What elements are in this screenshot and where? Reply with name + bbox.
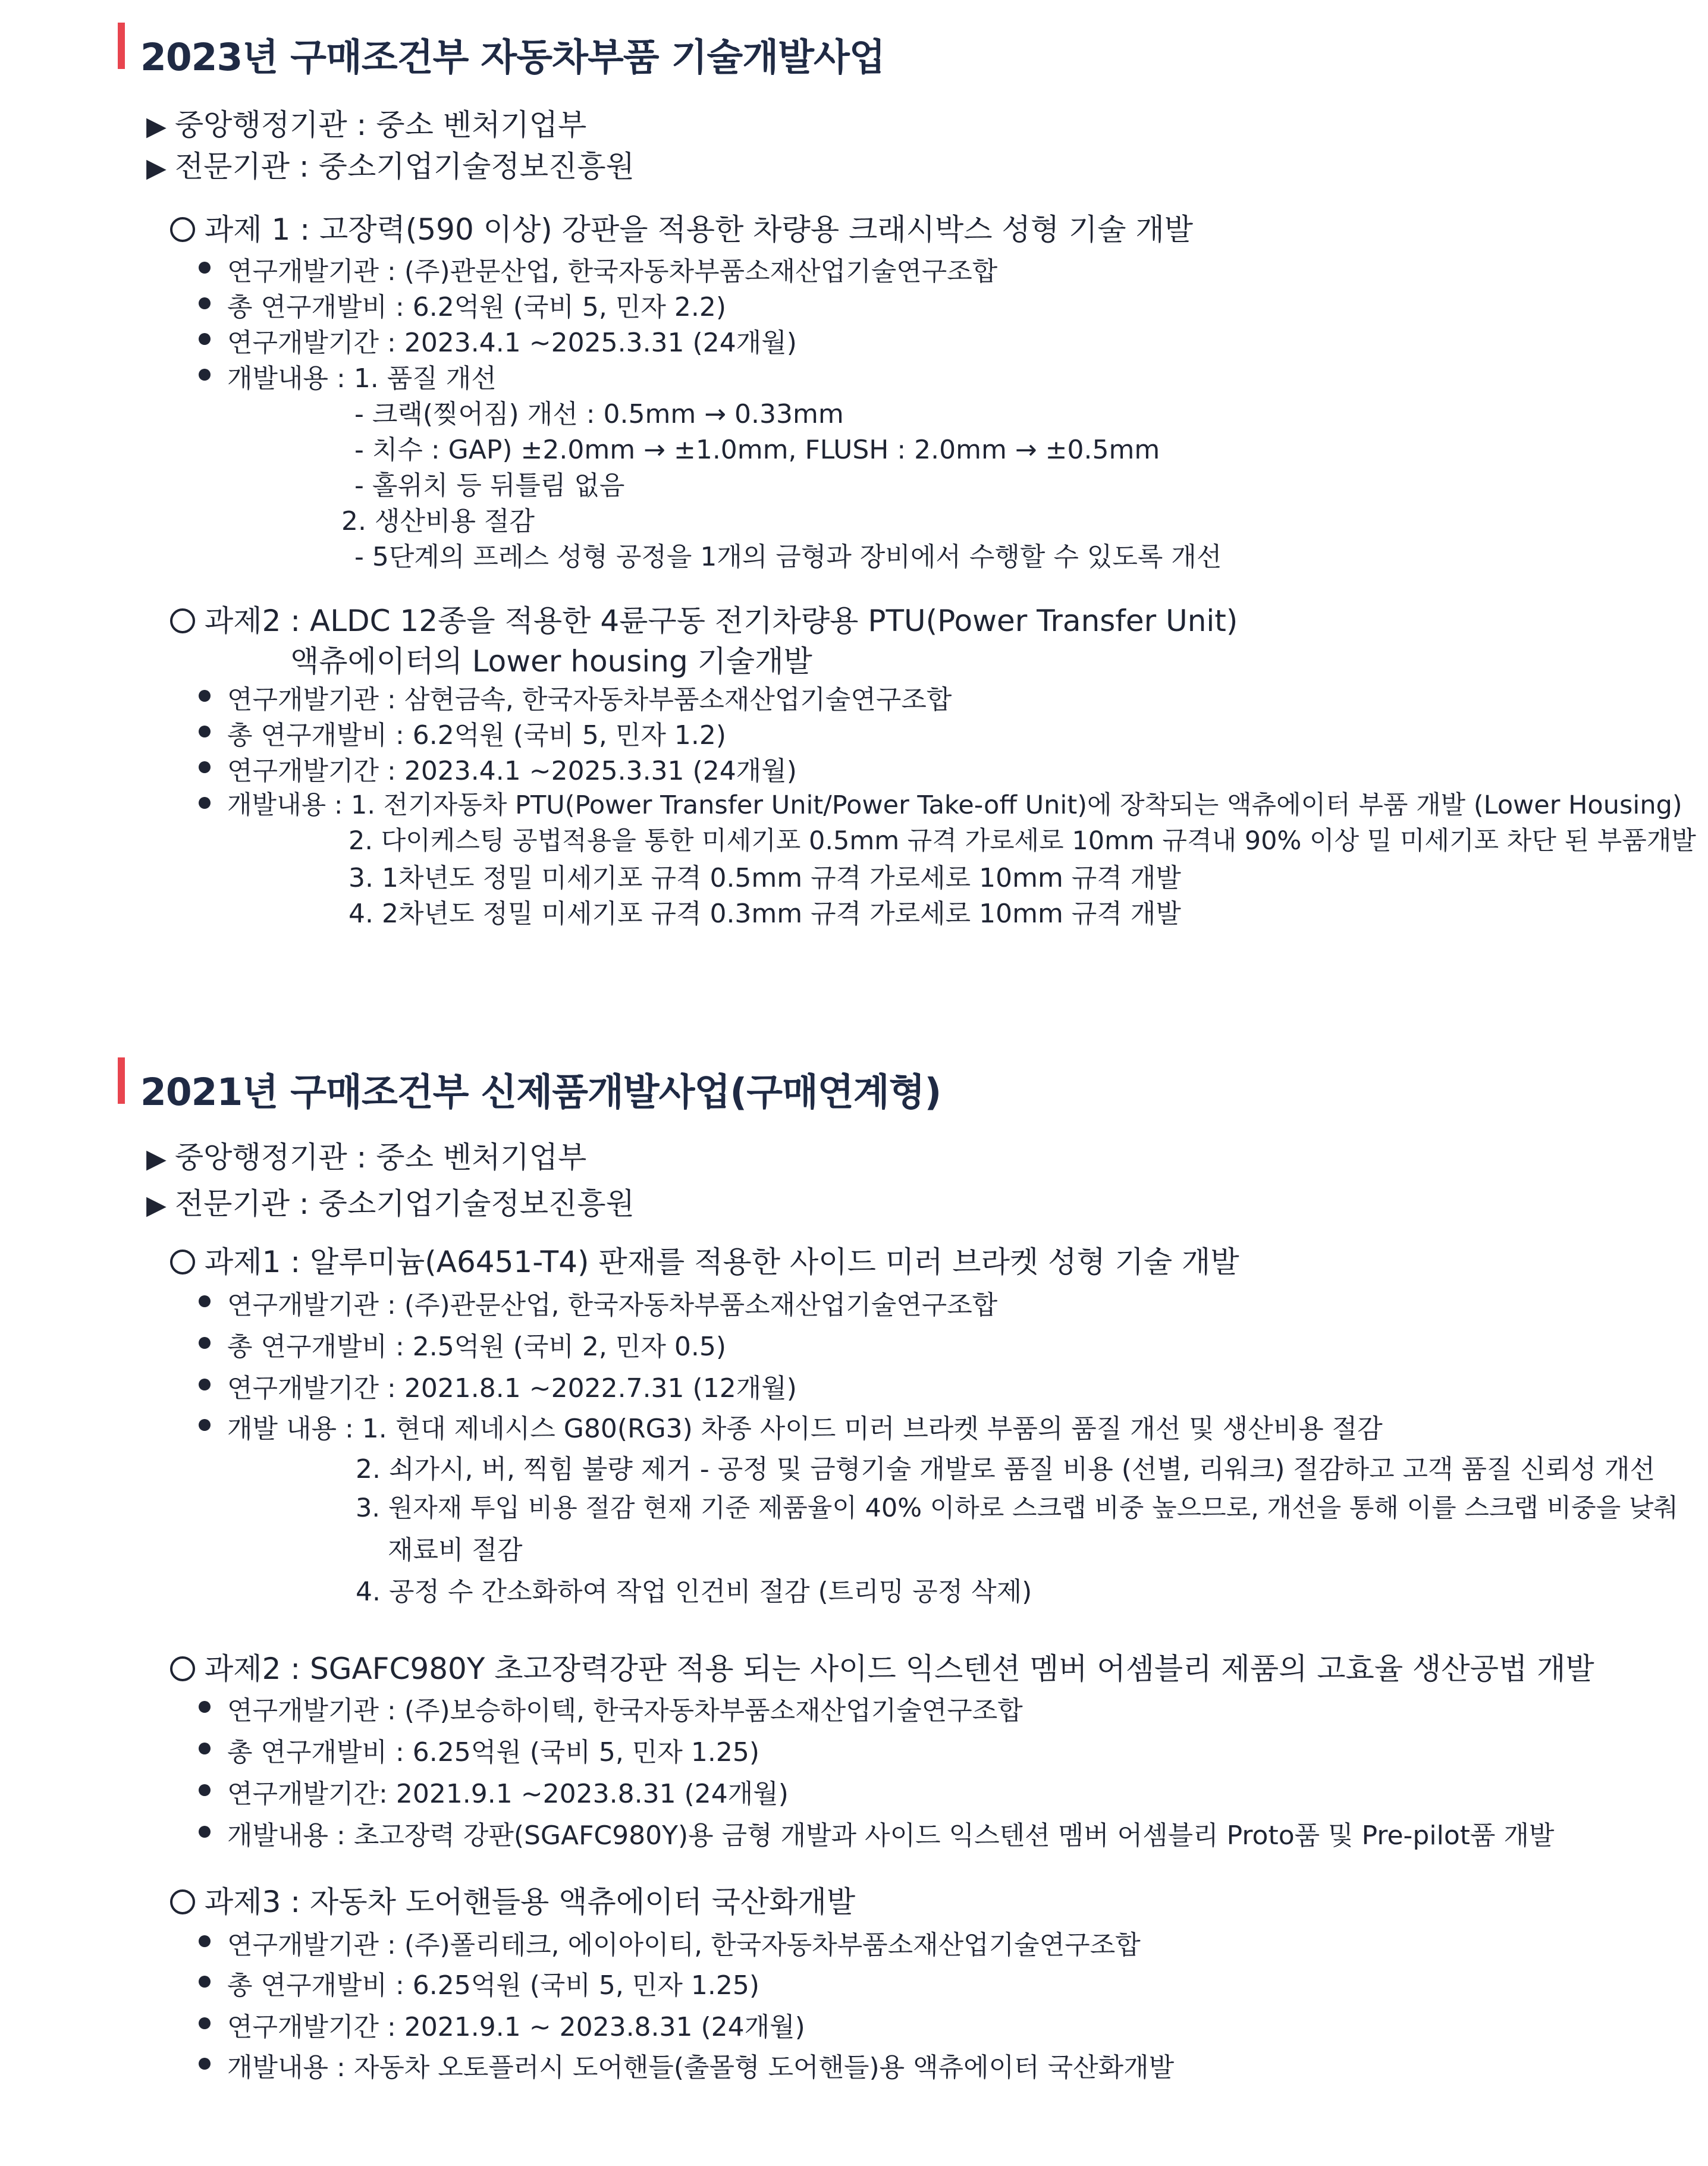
bullet-dot-icon [199, 761, 211, 773]
ministry-text: 중앙행정기관 : 중소 벤처기업부 [174, 108, 587, 142]
bullet-text: 총 연구개발비 : 6.25억원 (국비 5, 민자 1.25) [227, 1970, 760, 2001]
bullet-text: 연구개발기간: 2021.9.1 ~2023.8.31 (24개월) [227, 1779, 789, 1809]
bullet-dot-icon [199, 2017, 211, 2029]
bullet-text: 연구개발기간 : 2023.4.1 ~2025.3.31 (24개월) [227, 328, 797, 358]
bullet-text: 연구개발기관 : (주)보승하이텍, 한국자동차부품소재산업기술연구조합 [227, 1696, 1023, 1726]
bullet-dot-icon [199, 1337, 211, 1349]
bullet-text: 개발내용 : 자동차 오토플러시 도어핸들(출몰형 도어핸들)용 액츄에이터 국산화개발 [227, 2052, 1175, 2083]
section-title-bar [118, 23, 125, 69]
bullet-dot-icon [199, 369, 211, 381]
bullet-item [227, 749, 797, 787]
bullet-item [227, 2046, 1174, 2084]
detail-line: 2. 다이케스팅 공법적용을 통한 미세기포 0.5mm 규격 가로세로 10mm 규격내 90% 이상 밀 미세기포 차단 된 부품개발 [348, 826, 1696, 856]
circle-bullet-icon [170, 608, 195, 633]
bullet-text: 총 연구개발비 : 2.5억원 (국비 2, 민자 0.5) [227, 1332, 727, 1362]
ministry-line [146, 101, 586, 144]
bullet-text: 연구개발기관 : 삼현금속, 한국자동차부품소재산업기술연구조합 [227, 685, 952, 715]
section-title: 2021년 구매조건부 신제품개발사업(구매연계형) [140, 1071, 941, 1114]
bullet-dot-icon [199, 1419, 211, 1431]
bullet-text: 총 연구개발비 : 6.2억원 (국비 5, 민자 2.2) [227, 292, 727, 322]
section-title-bar [118, 1057, 125, 1104]
bullet-item [227, 250, 997, 288]
bullet-text: 연구개발기관 : (주)관문산업, 한국자동차부품소재산업기술연구조합 [227, 256, 998, 287]
detail-line: 2. 생산비용 절감 [341, 506, 535, 536]
bullet-dot-icon [199, 1935, 211, 1947]
task-title-text: 과제2 : SGAFC980Y 초고장력강판 적용 되는 사이드 익스텐션 멤버 어셈블리 제품의 고효율 생산공법 개발 [205, 1652, 1594, 1686]
triangle-right-icon: ▶ [146, 111, 167, 142]
ministry-line [146, 1134, 586, 1176]
bullet-dot-icon [199, 1826, 211, 1838]
detail-line: 4. 공정 수 간소화하여 작업 인건비 절감 (트리밍 공정 삭제) [356, 1577, 1032, 1607]
task-title-text: 과제2 : ALDC 12종을 적용한 4륜구동 전기차량용 PTU(Power Transfer Unit) [205, 604, 1238, 638]
ministry-text: 중앙행정기관 : 중소 벤처기업부 [174, 1140, 587, 1175]
task-title [170, 1878, 855, 1921]
triangle-right-icon: ▶ [146, 1144, 167, 1174]
detail-line: - 치수 : GAP) ±2.0mm → ±1.0mm, FLUSH : 2.0mm → ±0.5mm [354, 435, 1160, 465]
bullet-item [227, 2005, 805, 2043]
bullet-dot-icon [199, 262, 211, 274]
bullet-item [227, 1325, 726, 1363]
bullet-item [227, 1923, 1141, 1961]
bullet-item [227, 321, 797, 359]
bullet-text: 개발내용 : 1. 품질 개선 [227, 363, 497, 394]
circle-bullet-icon [170, 1656, 195, 1681]
circle-bullet-icon [170, 1889, 195, 1914]
bullet-dot-icon [199, 297, 211, 309]
bullet-item [227, 714, 726, 752]
task-title [170, 1645, 1594, 1688]
bullet-text: 총 연구개발비 : 6.25억원 (국비 5, 민자 1.25) [227, 1737, 760, 1768]
detail-line: 3. 원자재 투입 비용 절감 현재 기준 제품율이 40% 이하로 스크랩 비중 높으므로, 개선을 통해 이를 스크랩 비중을 낮춰 [356, 1493, 1678, 1523]
bullet-text: 연구개발기간 : 2021.8.1 ~2022.7.31 (12개월) [227, 1373, 797, 1404]
detail-line: 3. 1차년도 정밀 미세기포 규격 0.5mm 규격 가로세로 10mm 규격 개발 [348, 863, 1181, 893]
detail-line: 재료비 절감 [388, 1535, 523, 1565]
bullet-item [227, 1367, 797, 1405]
bullet-text: 개발내용 : 1. 전기자동차 PTU(Power Transfer Unit/Power Take-off Unit)에 장착되는 액츄에이터 부품 개발 (Lower Housing) [227, 790, 1682, 820]
task-title [170, 1238, 1239, 1281]
bullet-dot-icon [199, 1701, 211, 1713]
bullet-dot-icon [199, 797, 211, 809]
bullet-text: 총 연구개발비 : 6.2억원 (국비 5, 민자 1.2) [227, 720, 727, 751]
agency-line [146, 143, 635, 186]
circle-bullet-icon [170, 217, 195, 242]
task-title-text: 과제 1 : 고장력(590 이상) 강판을 적용한 차량용 크래시박스 성형 기술 개발 [205, 212, 1194, 247]
bullet-item [227, 1731, 759, 1769]
task-title [170, 206, 1193, 249]
bullet-text: 연구개발기관 : (주)폴리테크, 에이아이티, 한국자동차부품소재산업기술연구조합 [227, 1930, 1141, 1960]
bullet-item [227, 1283, 997, 1321]
bullet-text: 연구개발기간 : 2021.9.1 ~ 2023.8.31 (24개월) [227, 2012, 805, 2042]
bullet-item [227, 1814, 1554, 1852]
bullet-dot-icon [199, 333, 211, 345]
bullet-dot-icon [199, 1295, 211, 1307]
bullet-text: 연구개발기간 : 2023.4.1 ~2025.3.31 (24개월) [227, 756, 797, 786]
section-title: 2023년 구매조건부 자동차부품 기술개발사업 [140, 36, 885, 79]
bullet-item [227, 1407, 1383, 1445]
task-title-text: 과제3 : 자동차 도어핸들용 액츄에이터 국산화개발 [205, 1885, 856, 1919]
task-title-text: 과제1 : 알루미늄(A6451-T4) 판재를 적용한 사이드 미러 브라켓 성형 기술 개발 [205, 1245, 1239, 1279]
bullet-item [227, 678, 952, 716]
agency-text: 전문기관 : 중소기업기술정보진흥원 [174, 149, 635, 184]
triangle-right-icon: ▶ [146, 1190, 167, 1220]
triangle-right-icon: ▶ [146, 153, 167, 183]
bullet-item [227, 1772, 789, 1810]
bullet-dot-icon [199, 726, 211, 737]
bullet-dot-icon [199, 1379, 211, 1390]
agency-text: 전문기관 : 중소기업기술정보진흥원 [174, 1186, 635, 1221]
detail-line: - 홀위치 등 뒤틀림 없음 [354, 470, 625, 501]
detail-line: 4. 2차년도 정밀 미세기포 규격 0.3mm 규격 가로세로 10mm 규격 개발 [348, 899, 1181, 929]
bullet-dot-icon [199, 2058, 211, 2070]
bullet-text: 연구개발기관 : (주)관문산업, 한국자동차부품소재산업기술연구조합 [227, 1290, 998, 1320]
task-title [170, 597, 1238, 640]
task-title-continued: 액츄에이터의 Lower housing 기술개발 [290, 644, 812, 679]
bullet-item [227, 1964, 759, 2002]
detail-line: - 5단계의 프레스 성형 공정을 1개의 금형과 장비에서 수행할 수 있도록 개선 [354, 542, 1222, 572]
bullet-dot-icon [199, 690, 211, 702]
detail-line: - 크랙(찢어짐) 개선 : 0.5mm → 0.33mm [354, 399, 844, 429]
bullet-item [227, 1689, 1023, 1727]
bullet-dot-icon [199, 1976, 211, 1988]
bullet-dot-icon [199, 1743, 211, 1754]
detail-line: 2. 쇠가시, 버, 찍힘 불량 제거 - 공정 및 금형기술 개발로 품질 비용 (선별, 리워크) 절감하고 고객 품질 신뢰성 개선 [356, 1454, 1656, 1484]
bullet-item [227, 785, 1682, 821]
bullet-dot-icon [199, 1784, 211, 1796]
bullet-item [227, 285, 726, 324]
bullet-text: 개발 내용 : 1. 현대 제네시스 G80(RG3) 차종 사이드 미러 브라켓 부품의 품질 개선 및 생산비용 절감 [227, 1414, 1383, 1444]
circle-bullet-icon [170, 1250, 195, 1275]
bullet-item [227, 357, 497, 395]
agency-line [146, 1180, 635, 1223]
bullet-text: 개발내용 : 초고장력 강판(SGAFC980Y)용 금형 개발과 사이드 익스텐션 멤버 어셈블리 Proto품 및 Pre-pilot품 개발 [227, 1820, 1555, 1851]
